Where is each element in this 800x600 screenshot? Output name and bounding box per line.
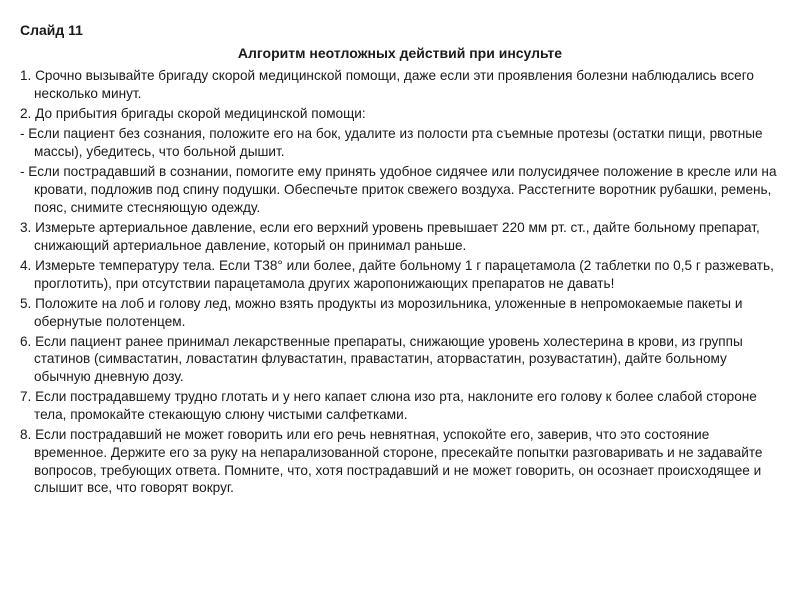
- paragraph-3: 3. Измерьте артериальное давление, если его верхний уровень превышает 220 мм рт. ст., дайте больному препарат, снижающий артериальное давление, который он принимал раньше.: [20, 219, 760, 253]
- slide-content: [20, 22, 780, 500]
- paragraph-list: [20, 67, 780, 497]
- paragraph-7: 7. Если пострадавшему трудно глотать и у него капает слюна изо рта, наклоните его голову к более слабой стороне тела, промокайте стекающую слюну чистыми салфетками.: [20, 389, 757, 423]
- paragraph-8: 8. Если пострадавший не может говорить или его речь невнятная, успокойте его, заверив, что это состояние временное. Держите его за руку на непарализованной стороне, пресекайте попытки разговаривать и не задавайте вопросов, требующих ответа. Помните, что, хотя пострадавший и не может говорить, он осознает происходящее и слышит все, что говорят вокруг.: [20, 427, 763, 496]
- paragraph-6: 6. Если пациент ранее принимал лекарственные препараты, снижающие уровень холестерина в крови, из группы статинов (симвастатин, ловастатин флувастатин, правастатин, аторвастатин, розувастатин), дайте больному обычную дневную дозу.: [20, 333, 743, 385]
- paragraph-2: 2. До прибытия бригады скорой медицинской помощи:: [20, 105, 366, 121]
- page-title: Алгоритм неотложных действий при инсульте: [237, 45, 563, 61]
- paragraph-2-unconscious: - Если пациент без сознания, положите его на бок, удалите из полости рта съемные протезы (остатки пищи, рвотные массы), убедитесь, что больной дышит.: [20, 126, 763, 159]
- paragraph-2-conscious: - Если пострадавший в сознании, помогите ему принять удобное сидячее или полусидячее положение в кресле или на кровати, подложив под спину подушки. Обеспечьте приток свежего воздуха. Расстегните воротник рубашки, ремень, пояс, снимите стесняющую одежду.: [20, 164, 777, 215]
- paragraph-1: 1. Срочно вызывайте бригаду скорой медицинской помощи, даже если эти проявления болезни наблюдались всего несколько минут.: [20, 68, 754, 101]
- paragraph-5: 5. Положите на лоб и голову лед, можно взять продукты из морозильника, уложенные в непромокаемые пакеты и обернутые полотенцем.: [20, 295, 743, 329]
- paragraph-4: 4. Измерьте температуру тела. Если Т38° или более, дайте больному 1 г парацетамола (2 таблетки по 0,5 г разжевать, проглотить), при отсутствии парацетамола других жаропонижающих препаратов не давать!: [20, 257, 774, 291]
- slide-number-label: Слайд 11: [20, 22, 83, 38]
